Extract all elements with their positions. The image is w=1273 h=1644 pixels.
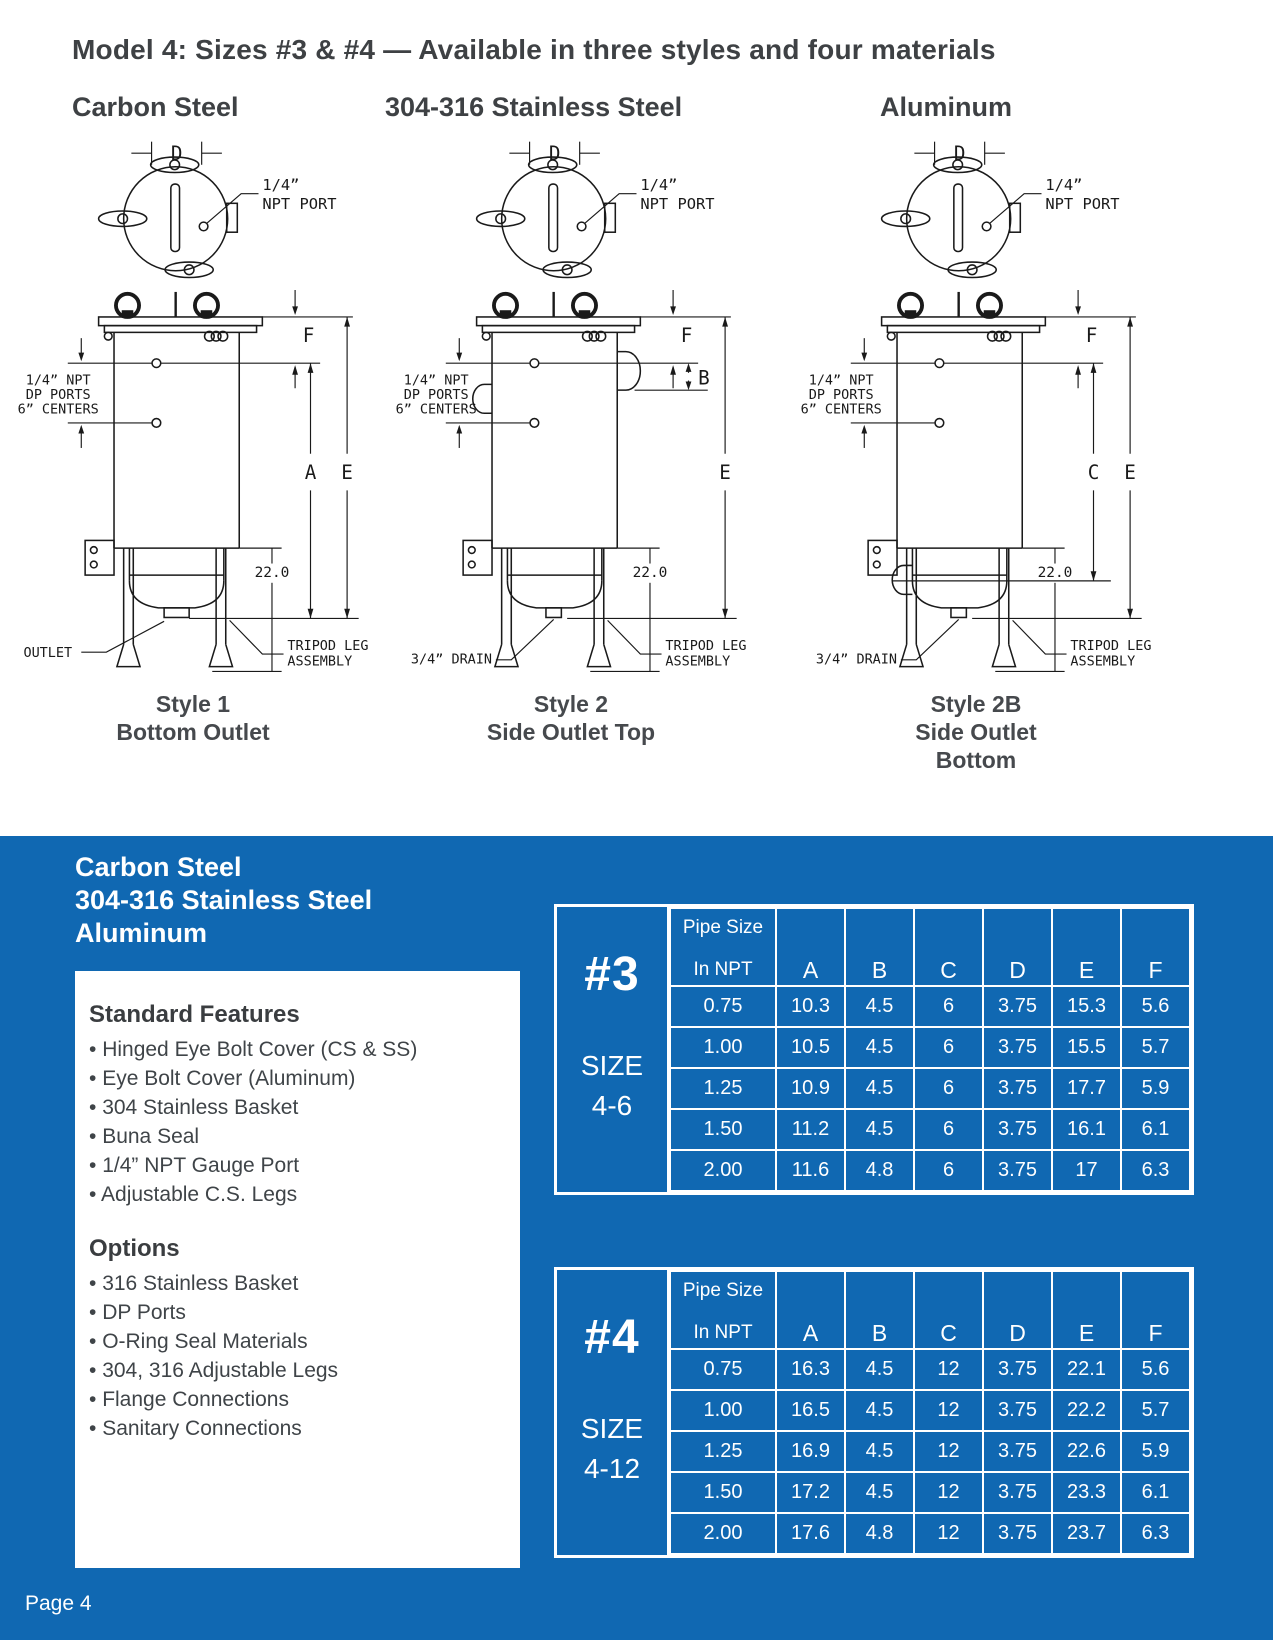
- basket-height-dim: 22.0: [632, 565, 668, 582]
- npt-port-label: 1/4”: [640, 175, 678, 194]
- dim-label-f: F: [302, 324, 315, 348]
- panel-materials-heading: Carbon Steel 304-316 Stainless Steel Aluminum: [75, 852, 373, 948]
- feature-item: • Sanitary Connections: [89, 1414, 510, 1443]
- dim-cell: 4.5: [845, 1068, 914, 1109]
- top-view-body: [477, 157, 616, 277]
- drain-label: 3/4” DRAIN: [815, 651, 898, 668]
- dim-cell: 3.75: [983, 1472, 1052, 1513]
- tripod-leg-label: TRIPOD LEG: [665, 638, 747, 655]
- eye-bolt-base: [984, 310, 996, 318]
- outlet-label: OUTLET: [23, 644, 73, 661]
- npt-port-label: 1/4”: [1045, 175, 1083, 194]
- dim-cell: 23.7: [1052, 1513, 1121, 1554]
- dim-cell: 4.8: [845, 1150, 914, 1191]
- column-header-a: A: [776, 908, 845, 986]
- dim-cell: 3.75: [983, 1349, 1052, 1390]
- svg-text:NPT PORT: NPT PORT: [262, 195, 337, 214]
- drain-nub: [546, 608, 561, 618]
- column-header-c: C: [914, 908, 983, 986]
- technical-drawings: [0, 132, 1273, 836]
- pipe-size-cell: 1.00: [670, 1027, 776, 1068]
- pipe-size-cell: 0.75: [670, 1349, 776, 1390]
- dim-cell: 3.75: [983, 1390, 1052, 1431]
- dim-cell: 4.5: [845, 1472, 914, 1513]
- dim-cell: 16.3: [776, 1349, 845, 1390]
- table-row: [670, 1431, 1190, 1472]
- tripod-leg-label: TRIPOD LEG: [287, 638, 369, 655]
- dim-cell: 3.75: [983, 1513, 1052, 1554]
- page-number: Page 4: [25, 1592, 92, 1615]
- dim-cell: 5.7: [1121, 1390, 1190, 1431]
- table-size-label: SIZE: [580, 1413, 644, 1444]
- dim-cell: 12: [914, 1472, 983, 1513]
- dim-cell: 15.3: [1052, 986, 1121, 1027]
- table-size-range: 4-6: [591, 1090, 633, 1121]
- top-view-lid: [131, 142, 258, 224]
- dim-cell: 10.3: [776, 986, 845, 1027]
- feature-item: • O-Ring Seal Materials: [89, 1327, 510, 1356]
- eye-bolt-base: [579, 310, 591, 318]
- dim-cell: 4.5: [845, 1027, 914, 1068]
- style-caption-2b: Style 2B Side Outlet Bottom: [915, 691, 1037, 774]
- side-view-body: [868, 332, 1022, 666]
- dim-cell: 12: [914, 1390, 983, 1431]
- dim-cell: 5.6: [1121, 1349, 1190, 1390]
- standard-features-title: Standard Features: [89, 1001, 300, 1028]
- dimension-table-3: [669, 907, 1191, 1192]
- vessel-drawing-style-1: [10, 132, 376, 683]
- dim-cell: 3.75: [983, 986, 1052, 1027]
- size-table-3-label: [557, 907, 669, 1192]
- dim-cell: 3.75: [983, 1109, 1052, 1150]
- npt-port-label: 1/4”: [262, 175, 300, 194]
- dp-ports-label: 1/4” NPT: [808, 372, 874, 389]
- dim-label-d: D: [953, 141, 966, 165]
- dim-cell: 22.2: [1052, 1390, 1121, 1431]
- feature-item: • DP Ports: [89, 1298, 510, 1327]
- dimension-lines: [446, 290, 737, 671]
- drain-label: 3/4” DRAIN: [410, 651, 493, 668]
- table-size-range: 4-12: [583, 1453, 641, 1484]
- eye-bolt-base: [500, 310, 512, 318]
- svg-text:ASSEMBLY: ASSEMBLY: [665, 653, 731, 670]
- feature-item: • Flange Connections: [89, 1385, 510, 1414]
- pipe-size-cell: 2.00: [670, 1513, 776, 1554]
- dim-cell: 4.8: [845, 1513, 914, 1554]
- options-title: Options: [89, 1235, 180, 1262]
- size-table-4: [554, 1267, 1194, 1558]
- dim-cell: 6: [914, 1150, 983, 1191]
- eye-bolt-base: [201, 310, 213, 318]
- dim-cell: 11.6: [776, 1150, 845, 1191]
- dimension-arrows: [456, 306, 728, 618]
- size-table-4-label: [557, 1270, 669, 1555]
- standard-features-list: [89, 1035, 510, 1209]
- dim-cell: 17: [1052, 1150, 1121, 1191]
- features-card: [75, 971, 520, 1568]
- pipe-size-cell: 1.25: [670, 1068, 776, 1109]
- material-heading-carbon-steel: Carbon Steel: [72, 92, 239, 122]
- technical-drawing-style-2: [388, 132, 754, 746]
- dim-cell: 10.5: [776, 1027, 845, 1068]
- dim-cell: 6.1: [1121, 1472, 1190, 1513]
- feature-item: • Eye Bolt Cover (Aluminum): [89, 1064, 510, 1093]
- column-header-b: B: [845, 1271, 914, 1349]
- table-row: [670, 1027, 1190, 1068]
- column-header-d: D: [983, 1271, 1052, 1349]
- dim-cell: 23.3: [1052, 1472, 1121, 1513]
- pipe-size-cell: 0.75: [670, 986, 776, 1027]
- dim-label-f: F: [1085, 324, 1098, 348]
- dim-cell: 6.3: [1121, 1150, 1190, 1191]
- table-row: [670, 1390, 1190, 1431]
- dim-cell: 4.5: [845, 1390, 914, 1431]
- side-view-body: [463, 332, 640, 666]
- dim-label-a: A: [304, 460, 317, 484]
- drain-nub: [951, 608, 966, 618]
- size-table-3: [554, 904, 1194, 1195]
- options-list: [89, 1269, 510, 1443]
- dim-label-d: D: [170, 141, 183, 165]
- svg-text:6” CENTERS: 6” CENTERS: [395, 401, 477, 418]
- dim-cell: 5.9: [1121, 1068, 1190, 1109]
- table-id-label: #4: [584, 1311, 640, 1364]
- pipe-size-header: Pipe Size In NPT: [670, 1271, 776, 1349]
- column-header-d: D: [983, 908, 1052, 986]
- dim-cell: 6: [914, 986, 983, 1027]
- side-outlet-bottom-nub: [892, 565, 912, 594]
- dim-cell: 6: [914, 1109, 983, 1150]
- dim-cell: 15.5: [1052, 1027, 1121, 1068]
- pipe-size-cell: 1.50: [670, 1472, 776, 1513]
- column-header-e: E: [1052, 1271, 1121, 1349]
- dim-cell: 6.3: [1121, 1513, 1190, 1554]
- dim-cell: 17.2: [776, 1472, 845, 1513]
- svg-text:NPT PORT: NPT PORT: [640, 195, 715, 214]
- top-view-dims: [509, 142, 636, 224]
- basket-height-dim: 22.0: [1037, 565, 1073, 582]
- material-heading-aluminum: Aluminum: [880, 92, 1012, 122]
- svg-text:6” CENTERS: 6” CENTERS: [800, 401, 882, 418]
- table-row: [670, 1472, 1190, 1513]
- dim-cell: 5.6: [1121, 986, 1190, 1027]
- table-row: [670, 1068, 1190, 1109]
- dim-cell: 6: [914, 1068, 983, 1109]
- dim-cell: 3.75: [983, 1027, 1052, 1068]
- technical-drawing-style-2b: [793, 132, 1159, 774]
- pipe-size-header: Pipe Size In NPT: [670, 908, 776, 986]
- dim-cell: 17.7: [1052, 1068, 1121, 1109]
- top-view-body: [882, 157, 1021, 277]
- svg-text:DP PORTS: DP PORTS: [403, 386, 469, 403]
- dim-cell: 16.1: [1052, 1109, 1121, 1150]
- column-header-c: C: [914, 1271, 983, 1349]
- feature-item: • 304 Stainless Basket: [89, 1093, 510, 1122]
- panel-tables-column: [554, 836, 1194, 1558]
- dim-cell: 3.75: [983, 1431, 1052, 1472]
- style-caption-2: Style 2 Side Outlet Top: [486, 691, 656, 746]
- dim-cell: 4.5: [845, 1431, 914, 1472]
- eye-bolt-base: [905, 310, 917, 318]
- eye-bolt-base: [122, 310, 134, 318]
- dim-label-f: F: [680, 324, 693, 348]
- pipe-size-cell: 1.25: [670, 1431, 776, 1472]
- top-view-dims: [914, 142, 1041, 224]
- svg-text:6” CENTERS: 6” CENTERS: [17, 401, 99, 418]
- material-headings: [0, 92, 1273, 128]
- feature-item: • 316 Stainless Basket: [89, 1269, 510, 1298]
- side-outlet-top-nub: [617, 352, 640, 391]
- material-heading-stainless-steel: 304-316 Stainless Steel: [385, 92, 683, 122]
- table-row: [670, 1349, 1190, 1390]
- dim-cell: 4.5: [845, 1349, 914, 1390]
- dim-label-e: E: [1124, 460, 1136, 484]
- vessel-drawing-style-2: [388, 132, 754, 683]
- pipe-size-cell: 2.00: [670, 1150, 776, 1191]
- basket-height-dim: 22.0: [254, 565, 290, 582]
- feature-item: • 1/4” NPT Gauge Port: [89, 1151, 510, 1180]
- dim-cell: 12: [914, 1349, 983, 1390]
- dim-label-b: B: [698, 366, 710, 390]
- style-caption-1: Style 1 Bottom Outlet: [116, 691, 270, 746]
- svg-text:ASSEMBLY: ASSEMBLY: [1070, 653, 1136, 670]
- side-view-body: [85, 332, 239, 666]
- dim-cell: 12: [914, 1431, 983, 1472]
- dim-cell: 4.5: [845, 1109, 914, 1150]
- column-header-a: A: [776, 1271, 845, 1349]
- feature-item: • Buna Seal: [89, 1122, 510, 1151]
- specs-panel: [0, 836, 1273, 1640]
- feature-item: • Adjustable C.S. Legs: [89, 1180, 510, 1209]
- dim-cell: 10.9: [776, 1068, 845, 1109]
- table-id-label: #3: [584, 948, 640, 1001]
- column-header-f: F: [1121, 1271, 1190, 1349]
- table-row: [670, 1109, 1190, 1150]
- dim-cell: 6: [914, 1027, 983, 1068]
- dim-cell: 12: [914, 1513, 983, 1554]
- feature-item: • Hinged Eye Bolt Cover (CS & SS): [89, 1035, 510, 1064]
- column-header-b: B: [845, 908, 914, 986]
- dim-cell: 17.6: [776, 1513, 845, 1554]
- top-view-body: [99, 157, 238, 277]
- panel-left-column: [75, 836, 520, 1568]
- feature-item: • 304, 316 Adjustable Legs: [89, 1356, 510, 1385]
- dim-cell: 22.1: [1052, 1349, 1121, 1390]
- dim-label-d: D: [548, 141, 561, 165]
- page-title: Model 4: Sizes #3 & #4 — Available in three styles and four materials: [72, 34, 996, 65]
- svg-text:NPT PORT: NPT PORT: [1045, 195, 1120, 214]
- table-row: [670, 1513, 1190, 1554]
- table-row: [670, 1150, 1190, 1191]
- tripod-leg-label: TRIPOD LEG: [1070, 638, 1152, 655]
- dim-cell: 3.75: [983, 1068, 1052, 1109]
- table-size-label: SIZE: [580, 1050, 644, 1081]
- dim-label-e: E: [341, 460, 353, 484]
- pipe-size-cell: 1.00: [670, 1390, 776, 1431]
- table-row: [670, 986, 1190, 1027]
- dim-cell: 5.9: [1121, 1431, 1190, 1472]
- dim-label-c: C: [1087, 460, 1100, 484]
- dim-cell: 16.5: [776, 1390, 845, 1431]
- dim-cell: 6.1: [1121, 1109, 1190, 1150]
- dim-cell: 16.9: [776, 1431, 845, 1472]
- dp-ports-label: 1/4” NPT: [25, 372, 91, 389]
- dim-cell: 11.2: [776, 1109, 845, 1150]
- dim-label-e: E: [719, 460, 731, 484]
- column-header-e: E: [1052, 908, 1121, 986]
- dim-cell: 22.6: [1052, 1431, 1121, 1472]
- svg-text:ASSEMBLY: ASSEMBLY: [287, 653, 353, 670]
- datasheet-page: [0, 34, 1273, 1644]
- svg-text:DP PORTS: DP PORTS: [808, 386, 874, 403]
- dim-cell: 5.7: [1121, 1027, 1190, 1068]
- technical-drawing-style-1: [10, 132, 376, 746]
- dp-ports-label: 1/4” NPT: [403, 372, 469, 389]
- svg-text:DP PORTS: DP PORTS: [25, 386, 91, 403]
- dim-cell: 4.5: [845, 986, 914, 1027]
- dim-cell: 3.75: [983, 1150, 1052, 1191]
- dimension-table-4: [669, 1270, 1191, 1555]
- pipe-size-cell: 1.50: [670, 1109, 776, 1150]
- column-header-f: F: [1121, 908, 1190, 986]
- vessel-drawing-style-2b: [793, 132, 1159, 683]
